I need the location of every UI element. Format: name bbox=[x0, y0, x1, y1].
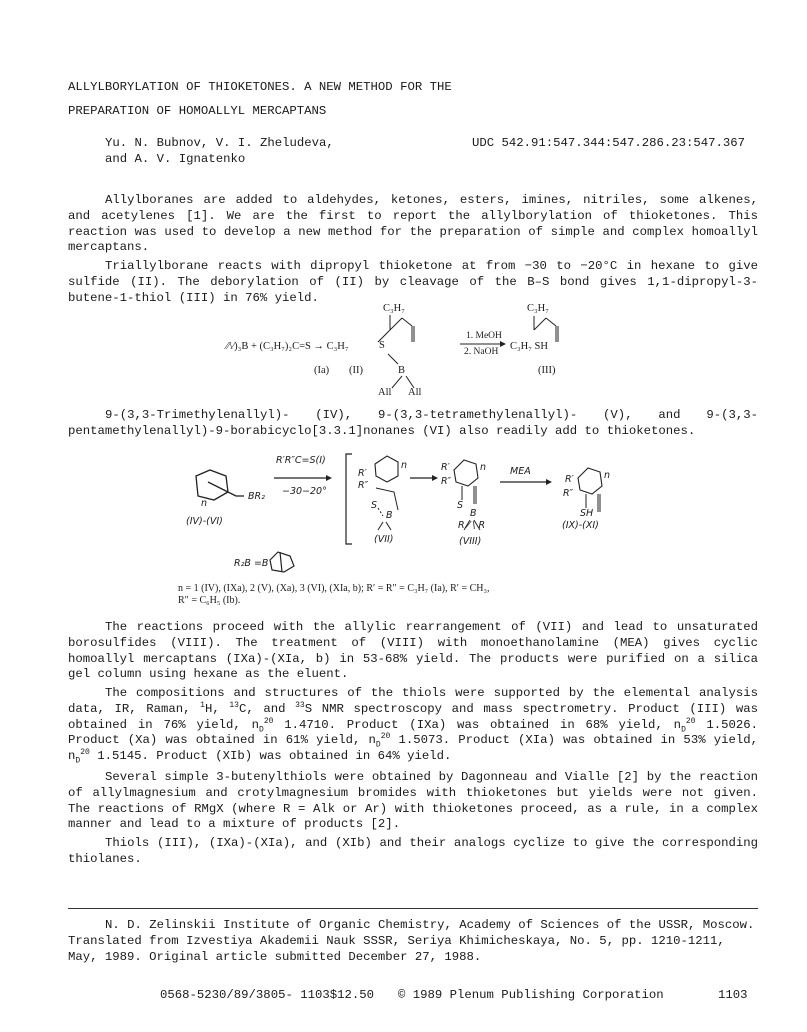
paragraph-borabicyclononanes: 9-(3,3-Trimethylenallyl)- (IV), 9-(3,3-tetramethylenallyl)- (V), and 9-(3,3-pentamethylenallyl)-9-borabicyclo[3.3.1]nonanes (VI) also readily add to thioketones. bbox=[68, 408, 758, 438]
scheme-2-sh: SH bbox=[580, 508, 594, 519]
page-number: 1103 bbox=[718, 988, 748, 1002]
paragraph-triallylborane: Triallylborane reacts with dipropyl thioketone at from −30 to −20°C in hexane to give sulfide (II). The deborylation of (II) by cleavage of the B–S bond gives 1,1-dipropyl-3-butene-1-thiol (III) in 76% yield. bbox=[68, 259, 758, 305]
scheme-1-sulfur: S bbox=[379, 340, 385, 351]
authors-line-2: and A. V. Ignatenko bbox=[105, 152, 246, 166]
sub-d-1: D bbox=[259, 725, 264, 735]
scheme-2-n-reactant: n bbox=[201, 498, 208, 509]
scheme-2-b-viii: B bbox=[470, 508, 477, 519]
scheme-2-footnote-2: R″ = C₆H₅ (Ib). bbox=[178, 595, 241, 606]
scheme-2-r1-viii: R′ bbox=[441, 462, 450, 473]
scheme-2-mea: MEA bbox=[510, 466, 531, 477]
scheme-2-temperature: −30−20° bbox=[282, 486, 327, 497]
sup-1h: 1 bbox=[200, 700, 205, 710]
footnote-rule bbox=[68, 908, 758, 909]
scheme-1-step-1: 1. MeOH bbox=[466, 331, 502, 341]
article-title-line-2: PREPARATION OF HOMOALLYL MERCAPTANS bbox=[68, 104, 327, 118]
scheme-1-allyl-2: All bbox=[408, 387, 422, 398]
scheme-2-r2-viii: R″ bbox=[441, 476, 452, 487]
copyright: © 1989 Plenum Publishing Corporation bbox=[398, 988, 664, 1002]
scheme-2-s-vii: S bbox=[371, 500, 378, 511]
affiliation-line-2: Translated from Izvestiya Akademii Nauk SSSR, Seriya Khimicheskaya, No. 5, pp. 1210-1211, bbox=[68, 934, 725, 948]
article-title-line-1: ALLYLBORYLATION OF THIOKETONES. A NEW METHOD FOR THE bbox=[68, 80, 452, 94]
scheme-1-c3h7-top-ii: C₃H₇ bbox=[383, 303, 405, 314]
sup-20-3: 20 bbox=[380, 732, 391, 742]
scheme-2-r2-vii: R″ bbox=[358, 480, 369, 491]
scheme-2-b-vii: B bbox=[386, 510, 393, 521]
scheme-1-reactants: ⁄⁄\⁄)₃B + (C₃H₇)₂C=S → C₃H₇ bbox=[226, 341, 349, 352]
paragraph-intro: Allylboranes are added to aldehydes, ketones, esters, imines, nitriles, some alkenes, and acetylenes [1]. We are the first to report the allylborylation of thioketones. This reaction was used to develop a new method for the preparation of simple and complex homoallyl mercaptans. bbox=[68, 193, 758, 255]
scheme-2-label-iv-vi: (IV)-(VI) bbox=[186, 516, 223, 527]
sup-20-2: 20 bbox=[685, 716, 696, 726]
scheme-2-r1-vii: R′ bbox=[358, 468, 367, 479]
sub-d-2: D bbox=[681, 725, 686, 735]
paragraph-compositions: The compositions and structures of the thiols were supported by the elemental analysis data, IR, Raman, $^1$H, $^{13}$C, and $^{33}$S NMR spectroscopy and mass spectrometry. Product (III) was obtained in 76% yield, $n_D^{20}$ 1.4710. Product (IXa) was obtained in 68% yield, $n_D^{20}$ 1.5026. Product (Xa) was obtained in 61% yield, $n_D^{20}$ 1.5073. Product (XIa) was obtained in 53% yield, $n_D^{20}$ 1.5145. Product (XIb) was obtained in 64% yield. bbox=[68, 686, 759, 766]
scheme-1-label-ia: (Ia) bbox=[314, 365, 330, 376]
scheme-2-s-viii: S bbox=[457, 500, 464, 511]
sup-33s: 33 bbox=[295, 700, 305, 710]
scheme-1-label-iii: (III) bbox=[538, 365, 556, 376]
sub-d-3: D bbox=[375, 740, 381, 750]
paragraph-thiolanes: Thiols (III), (IXa)-(XIa), and (XIb) and their analogs cyclize to give the corresponding thiolanes. bbox=[68, 836, 758, 866]
paragraph-butenylthiols: Several simple 3-butenylthiols were obtained by Dagonneau and Vialle [2] by the reaction of allylmagnesium and crotylmagnesium bromides with thioketones but yields were not given. The reactions of RMgX (where R = Alk or Ar) with thioketones proceed, as a rule, in a complex manner and lead to a mixture of products [2]. bbox=[68, 770, 758, 832]
paragraph-allylic-rearrangement: The reactions proceed with the allylic rearrangement of (VII) and lead to unsaturated borosulfides (VIII). The treatment of (VIII) with monoethanolamine (MEA) gives cyclic homoallyl mercaptans (IXa)-(XIa, b) in 53-68% yield. The products were purified on a silica gel column using hexane as the eluent. bbox=[68, 620, 758, 682]
scheme-1-boron: B bbox=[398, 365, 406, 376]
sup-20-4: 20 bbox=[80, 748, 90, 758]
article-code: 0568-5230/89/3805- 1103$12.50 bbox=[160, 988, 375, 1002]
scheme-2-label-viii: (VIII) bbox=[459, 536, 482, 547]
scheme-1-allyl-1: All bbox=[378, 387, 392, 398]
affiliation-line-1: N. D. Zelinskii Institute of Organic Chemistry, Academy of Sciences of the USSR, Moscow. bbox=[105, 918, 755, 932]
scheme-2-n-vii: n bbox=[401, 460, 408, 471]
scheme-1-step-2: 2. NaOH bbox=[464, 347, 499, 357]
scheme-1-label-ii: (II) bbox=[349, 365, 363, 376]
scheme-1-c3h7-top-iii: C₃H₇ bbox=[527, 303, 549, 314]
authors-line-1: Yu. N. Bubnov, V. I. Zheludeva, bbox=[105, 136, 334, 150]
sup-13c: 13 bbox=[229, 700, 239, 710]
scheme-2-label-vii: (VII) bbox=[374, 534, 394, 545]
scheme-2-br2: BR₂ bbox=[248, 491, 265, 502]
sub-d-4: D bbox=[75, 756, 81, 766]
scheme-2-label-ix-xi: (IX)-(XI) bbox=[562, 520, 599, 531]
scheme-2-r1-product: R′ bbox=[565, 474, 574, 485]
scheme-2-n-viii: n bbox=[480, 462, 487, 473]
udc-code: UDC 542.91:547.344:547.286.23:547.367 bbox=[472, 136, 746, 150]
scheme-2-reagent: R′R″C=S(I) bbox=[276, 455, 326, 466]
scheme-2-n-product: n bbox=[604, 470, 611, 481]
scheme-2-footnote-1: n = 1 (IV), (IXa), 2 (V), (Xa), 3 (VI), (XIa, b); R′ = R″ = C₃H₇ (Ia), R′ = CH₃, bbox=[178, 583, 490, 594]
sup-20-1: 20 bbox=[263, 716, 274, 726]
affiliation-line-3: May, 1989. Original article submitted December 27, 1988. bbox=[68, 950, 482, 964]
scheme-2-r2b-definition: R₂B =B bbox=[234, 558, 269, 569]
scheme-2-r-pair-viii: R ⁄ \ R bbox=[458, 520, 486, 531]
scheme-2-r2-product: R″ bbox=[563, 488, 574, 499]
scheme-1-product: C₃H₇ SH bbox=[510, 341, 548, 352]
